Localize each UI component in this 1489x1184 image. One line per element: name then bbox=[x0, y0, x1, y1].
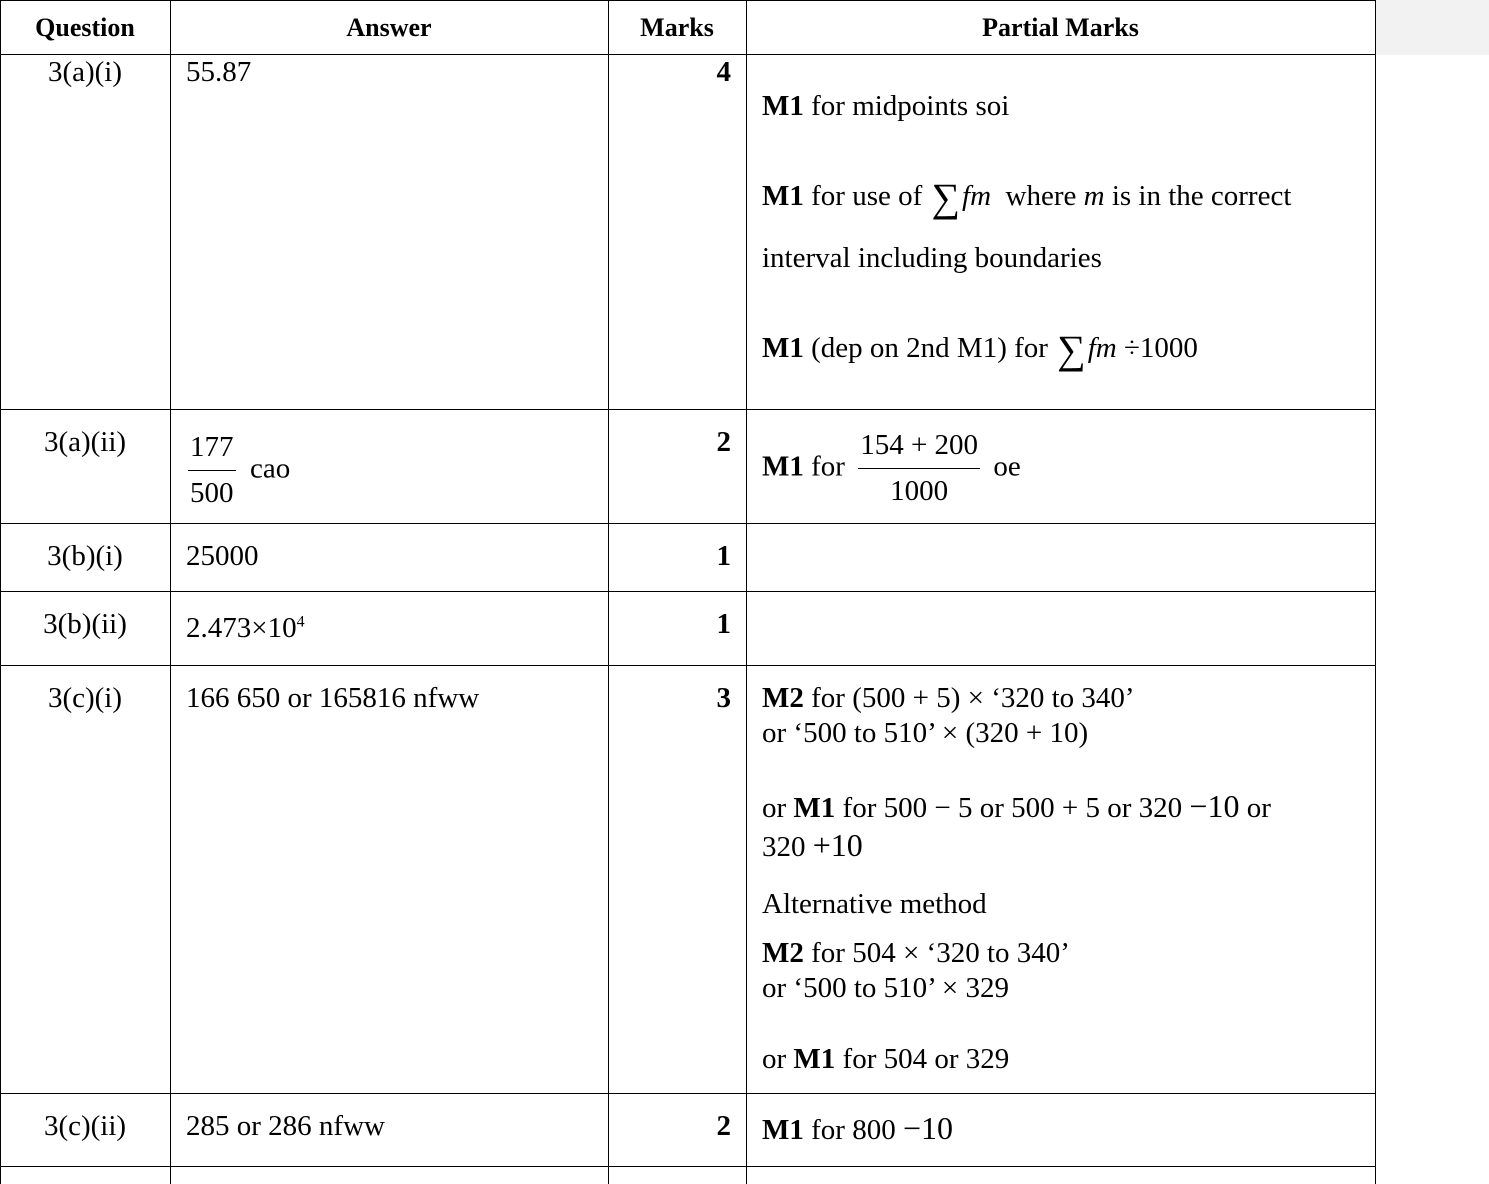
answer-text: 285 or 286 nfww bbox=[186, 1110, 385, 1142]
mark-code: M1 bbox=[793, 1043, 836, 1075]
partial-text: where bbox=[1005, 180, 1077, 212]
answer-base: 2.473×10 bbox=[186, 612, 297, 644]
header-background-strip bbox=[1376, 0, 1489, 55]
row-divider bbox=[0, 1166, 1376, 1167]
marks-value: 3 bbox=[716, 682, 731, 714]
math-variable: fm bbox=[962, 180, 992, 212]
partial-marks-line bbox=[762, 937, 1362, 970]
answer-text: 166 650 or 165816 nfww bbox=[186, 682, 480, 714]
partial-text: or bbox=[762, 792, 787, 824]
answer-text bbox=[186, 612, 305, 645]
partial-marks-line: or ‘500 to 510’ × (320 + 10) bbox=[762, 717, 1089, 749]
row-divider bbox=[0, 665, 1376, 666]
fraction bbox=[858, 426, 980, 511]
table-border-right bbox=[1375, 0, 1376, 1184]
answer-exponent: 4 bbox=[296, 613, 305, 631]
fraction bbox=[188, 428, 236, 513]
partial-marks-line bbox=[762, 327, 1362, 372]
column-divider bbox=[746, 0, 747, 1184]
answer-text: 55.87 bbox=[186, 56, 252, 88]
partial-text: or bbox=[762, 1043, 787, 1075]
partial-marks-line bbox=[762, 1110, 1362, 1147]
mark-code: M1 bbox=[793, 792, 836, 824]
partial-text: for 500 − 5 or 500 + 5 or 320 bbox=[842, 792, 1183, 824]
header-marks: Marks bbox=[640, 12, 714, 42]
header-question: Question bbox=[35, 12, 135, 42]
mark-code: M1 bbox=[762, 332, 804, 364]
partial-text: for 800 bbox=[811, 1114, 896, 1146]
partial-marks-line bbox=[762, 788, 1362, 825]
math-term: +10 bbox=[812, 827, 863, 863]
mark-code: M2 bbox=[762, 682, 804, 714]
mark-code: M1 bbox=[762, 450, 804, 483]
header-partial-marks: Partial Marks bbox=[982, 12, 1139, 42]
math-term: −10 bbox=[902, 1110, 953, 1146]
math-term: −10 bbox=[1189, 788, 1240, 824]
question-id: 3(c)(ii) bbox=[43, 1110, 127, 1142]
question-id: 3(a)(ii) bbox=[43, 426, 127, 458]
partial-text: for 504 or 329 bbox=[842, 1043, 1010, 1075]
partial-marks-line bbox=[762, 242, 1362, 275]
partial-marks-line bbox=[762, 682, 1362, 715]
answer-fraction bbox=[188, 428, 290, 513]
row-divider bbox=[0, 409, 1376, 410]
sigma-symbol: ∑ bbox=[931, 175, 961, 220]
table-border-left bbox=[0, 0, 1, 1184]
mark-code: M1 bbox=[762, 180, 804, 212]
partial-text: for midpoints soi bbox=[811, 90, 1010, 122]
row-divider bbox=[0, 1093, 1376, 1094]
partial-text: ÷1000 bbox=[1123, 332, 1198, 364]
row-divider bbox=[0, 591, 1376, 592]
marks-value: 2 bbox=[716, 426, 731, 458]
question-id: 3(b)(ii) bbox=[43, 608, 127, 640]
partial-text: for use of bbox=[811, 180, 923, 212]
marks-value: 4 bbox=[716, 56, 731, 88]
partial-marks-line bbox=[762, 426, 1362, 511]
fraction-numerator: 177 bbox=[188, 428, 236, 471]
partial-text: is in the correct bbox=[1111, 180, 1292, 212]
fraction-denominator: 500 bbox=[190, 477, 234, 510]
partial-marks-line bbox=[762, 90, 1362, 123]
math-variable: fm bbox=[1087, 332, 1117, 364]
question-id: 3(a)(i) bbox=[47, 56, 123, 88]
sigma-symbol: ∑ bbox=[1057, 327, 1086, 372]
partial-text: or bbox=[1246, 792, 1271, 824]
partial-text: for (500 + 5) × ‘320 to 340’ bbox=[811, 682, 1135, 714]
marks-value: 1 bbox=[716, 540, 731, 572]
column-divider bbox=[608, 0, 609, 1184]
partial-text: (dep on 2nd M1) for bbox=[811, 332, 1048, 364]
question-id: 3(c)(i) bbox=[47, 682, 123, 714]
partial-marks-line bbox=[762, 827, 1362, 864]
marks-value: 1 bbox=[716, 608, 731, 640]
marks-value: 2 bbox=[716, 1110, 731, 1142]
answer-suffix: cao bbox=[250, 452, 291, 485]
mark-code: M1 bbox=[762, 90, 804, 122]
math-variable: m bbox=[1083, 180, 1105, 212]
mark-code: M2 bbox=[762, 937, 804, 969]
fraction-numerator: 154 + 200 bbox=[858, 426, 980, 469]
partial-text: for bbox=[811, 450, 845, 483]
partial-marks-line: Alternative method bbox=[762, 888, 987, 920]
row-divider bbox=[0, 523, 1376, 524]
partial-marks-line: or ‘500 to 510’ × 329 bbox=[762, 972, 1009, 1004]
partial-text: interval including boundaries bbox=[762, 242, 1102, 274]
column-divider bbox=[170, 0, 171, 1184]
header-answer: Answer bbox=[346, 12, 432, 42]
answer-text: 25000 bbox=[186, 540, 259, 572]
mark-code: M1 bbox=[762, 1114, 804, 1146]
partial-marks-line bbox=[762, 175, 1362, 220]
partial-text: oe bbox=[993, 450, 1021, 483]
fraction-denominator: 1000 bbox=[890, 475, 949, 508]
partial-text: for 504 × ‘320 to 340’ bbox=[811, 937, 1070, 969]
partial-text: 320 bbox=[762, 831, 806, 863]
question-id: 3(b)(i) bbox=[47, 540, 123, 572]
partial-marks-line bbox=[762, 1043, 1362, 1076]
